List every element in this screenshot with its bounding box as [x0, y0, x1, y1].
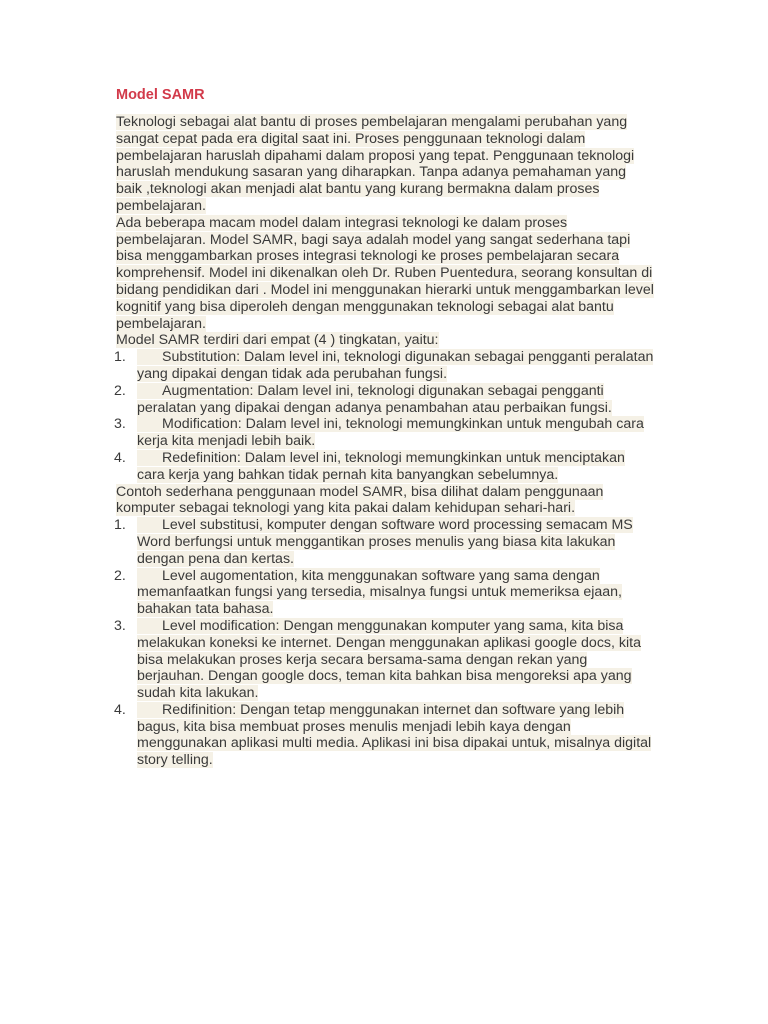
list-item-number: 2.: [114, 567, 126, 584]
list-item-text: Redefinition: Dalam level ini, teknologi memungkinkan untuk menciptakan cara kerja yang bahkan tidak pernah kita banyangkan sebelumnya.: [137, 449, 625, 483]
list-item: [116, 349, 656, 383]
list-item-text: Augmentation: Dalam level ini, teknologi digunakan sebagai pengganti peralatan yang dipakai dengan adanya penambahan atau perbaikan fungsi.: [137, 382, 612, 416]
list-item-number: 2.: [114, 382, 126, 399]
document-page: [116, 86, 656, 769]
list-item-text: Level augomentation, kita menggunakan software yang sama dengan memanfaatkan fungsi yang tersedia, misalnya fungsi untuk memeriksa ejaan, bahakan tata bahasa.: [137, 567, 622, 618]
list-item: [116, 568, 656, 618]
list-item-text: Substitution: Dalam level ini, teknologi digunakan sebagai pengganti peralatan yang dipakai dengan tidak ada perubahan fungsi.: [137, 349, 654, 382]
list-item-text: Level substitusi, komputer dengan software word processing semacam MS Word berfungsi untuk menggantikan proses menulis yang biasa kita lakukan dengan pena dan kertas.: [137, 517, 633, 567]
example-intro-paragraph: [116, 484, 656, 518]
list-item-text: Modification: Dalam level ini, teknologi memungkinkan untuk mengubah cara kerja kita menjadi lebih baik.: [137, 416, 644, 450]
examples-list: [116, 517, 656, 769]
list-item-text: Level modification: Dengan menggunakan komputer yang sama, kita bisa melakukan koneksi ke internet. Dengan menggunakan aplikasi google docs, kita bisa melakukan proses kerja secara bersama-sama dengan rekan yang berjauhan. Dengan google docs, teman kita bahkan bisa mengoreksi apa yang sudah kita lakukan.: [137, 617, 641, 702]
models-paragraph: [116, 215, 656, 333]
list-item: [116, 383, 656, 417]
levels-intro-text: Model SAMR terdiri dari empat (4 ) tingkatan, yaitu:: [116, 332, 439, 349]
intro-paragraph-text: Teknologi sebagai alat bantu di proses pembelajaran mengalami perubahan yang sangat cepat pada era digital saat ini. Proses penggunaan teknologi dalam pembelajaran haruslah dipahami dalam proposi yang tepat. Penggunaan teknologi haruslah mendukung sasaran yang diharapkan. Tanpa adanya pemahaman yang baik ,teknologi akan menjadi alat bantu yang kurang bermakna dalam proses pembelajaran.: [116, 114, 635, 214]
example-intro-text: Contoh sederhana penggunaan model SAMR, bisa dilihat dalam penggunaan komputer sebagai teknologi yang kita pakai dalam kehidupan sehari-hari.: [116, 483, 604, 517]
list-item-number: 4.: [114, 701, 126, 718]
list-item: [116, 416, 656, 450]
list-item: [116, 450, 656, 484]
document-title: Model SAMR: [116, 87, 205, 103]
list-item-number: 3.: [114, 416, 126, 433]
list-item-number: 4.: [114, 449, 126, 466]
levels-intro-paragraph: [116, 332, 656, 349]
samr-levels-list: [116, 349, 656, 483]
models-paragraph-text: Ada beberapa macam model dalam integrasi teknologi ke dalam proses pembelajaran. Model SAMR, bagi saya adalah model yang sangat sederhana tapi bisa menggambarkan proses integrasi teknologi ke proses pembelajaran secara komprehensif. Model ini dikenalkan oleh Dr. Ruben Puentedura, seorang konsultan di bidang pendidikan dari . Model ini menggunakan hierarki untuk menggambarkan level kognitif yang bisa diperoleh dengan menggunakan teknologi sebagai alat bantu pembelajaran.: [116, 214, 654, 332]
list-item-number: 3.: [114, 617, 126, 634]
list-item: [116, 702, 656, 769]
list-item-number: 1.: [114, 349, 126, 366]
list-item-text: Redifinition: Dengan tetap menggunakan internet dan software yang lebih bagus, kita bisa membuat proses menulis menjadi lebih kaya dengan menggunakan aplikasi multi media. Aplikasi ini bisa dipakai untuk, misalnya digital story telling.: [137, 701, 652, 769]
list-item: [116, 618, 656, 702]
list-item-number: 1.: [114, 517, 126, 534]
intro-paragraph: [116, 114, 656, 215]
list-item: [116, 517, 656, 567]
